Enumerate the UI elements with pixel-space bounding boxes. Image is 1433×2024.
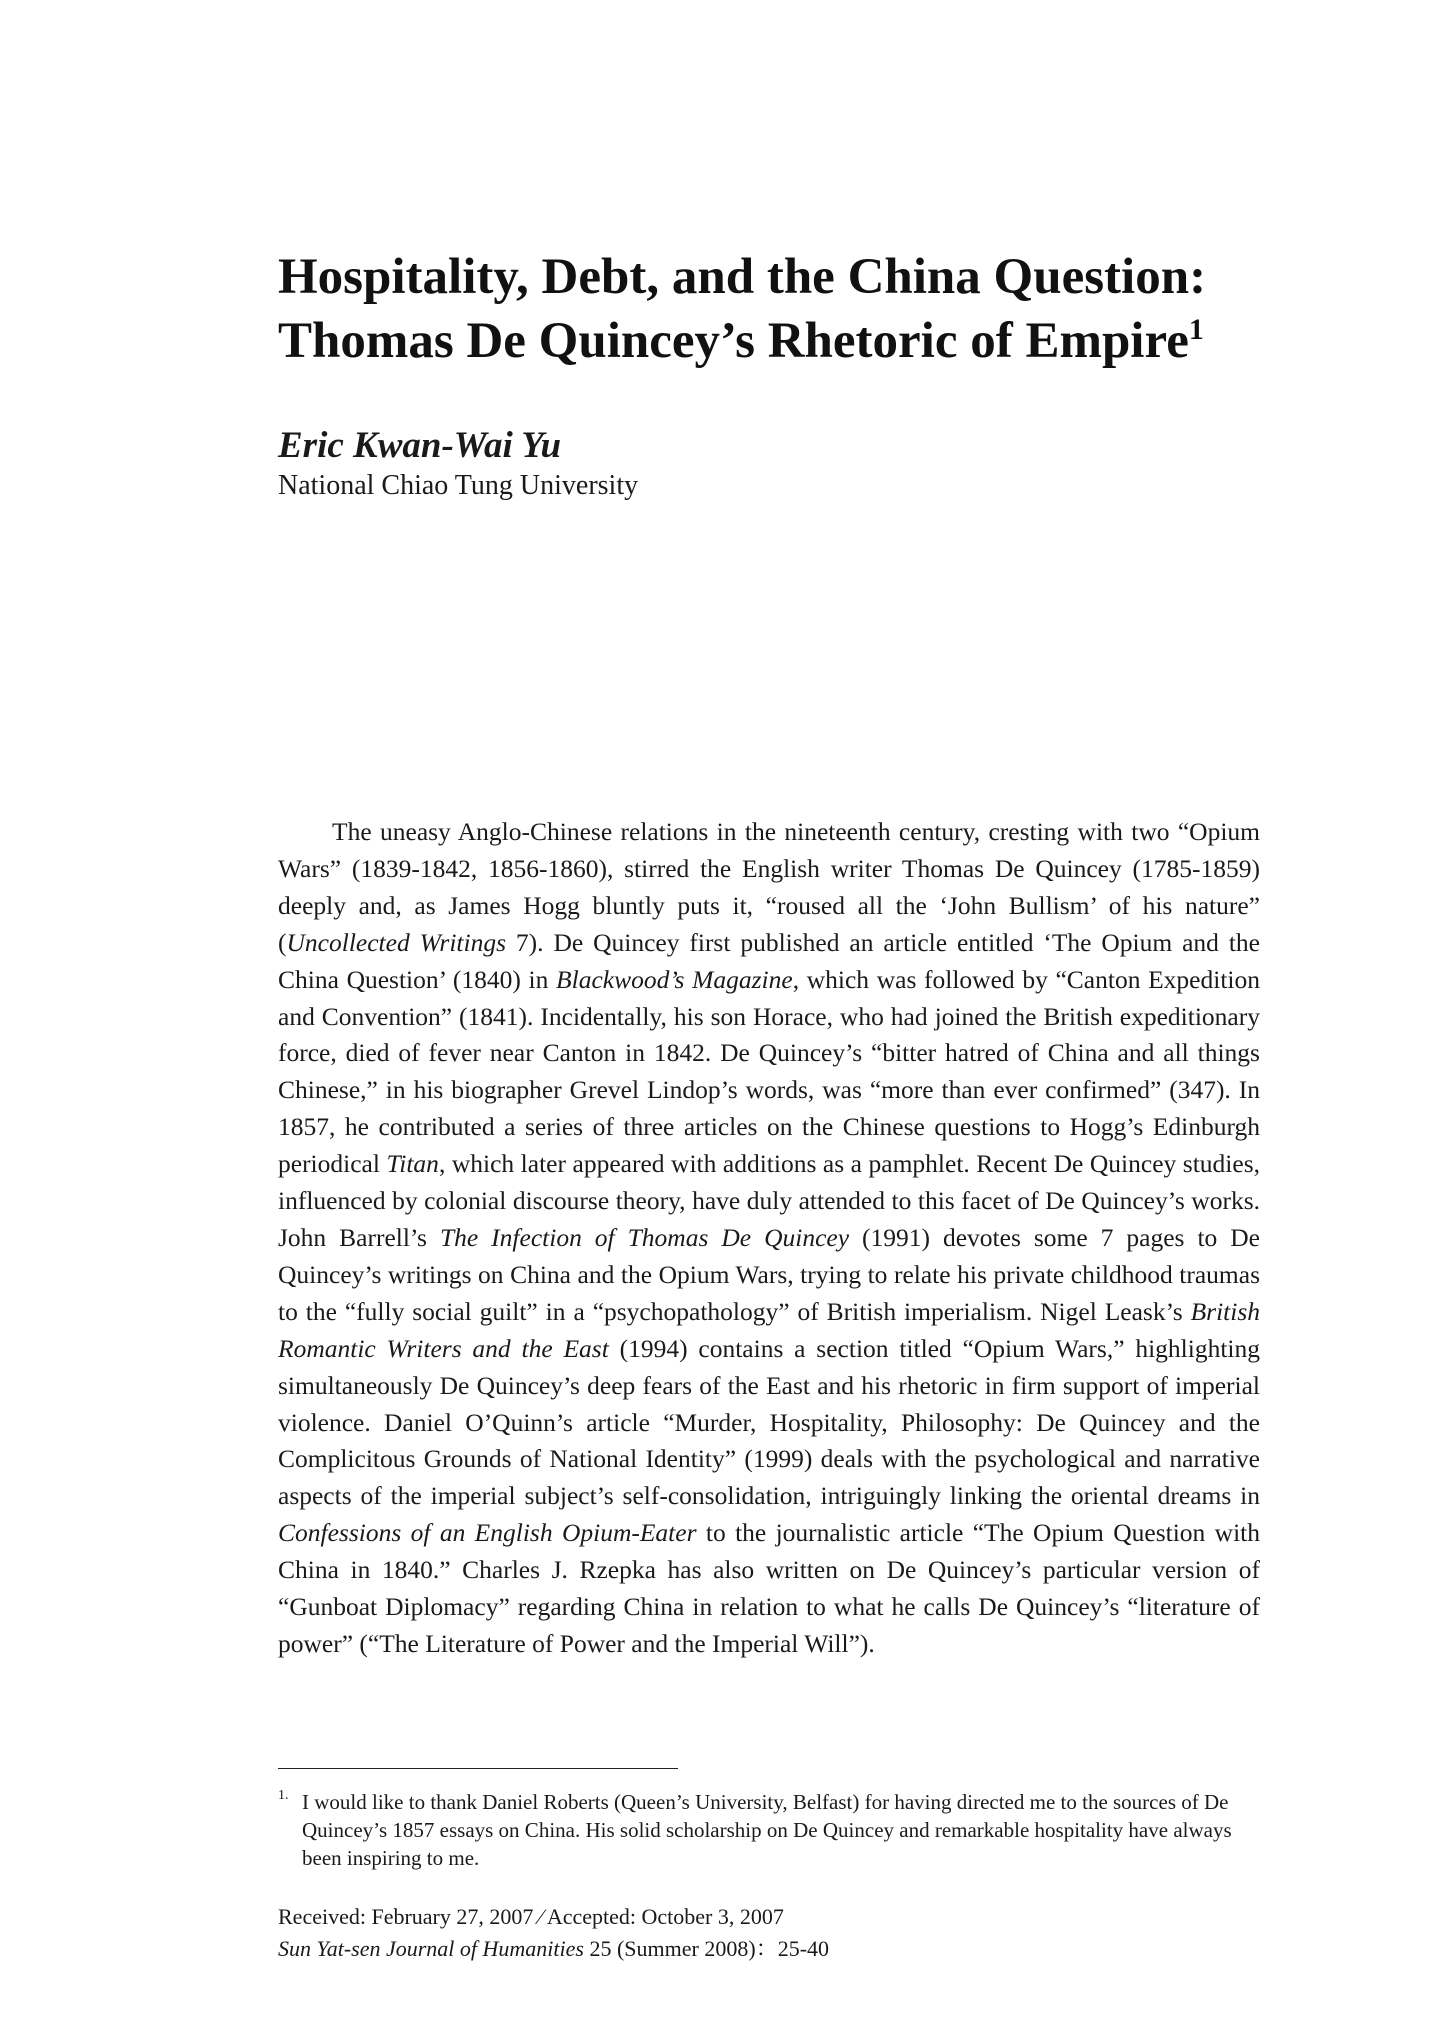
book-title-infection: The Infection of Thomas De Quincey	[439, 1222, 850, 1252]
title-line-1: Hospitality, Debt, and the China Question:	[278, 249, 1207, 305]
received-accepted-dates: Received: February 27, 2007 ∕ Accepted: October 3, 2007	[278, 1904, 784, 1929]
book-title-confessions: Confessions of an English Opium-Eater	[278, 1518, 697, 1548]
body-text-run: , which later appeared with additions as a pamphlet. Recent De Quincey studies, influenced by colonial discourse theory, have duly attended to this facet of De Quincey’s works. John Barrell’s	[278, 1149, 1260, 1252]
journal-title-blackwoods: Blackwood’s Magazine	[556, 964, 793, 994]
body-text-run: 7). De Quincey first published an article entitled ‘The Opium and the China Question’ (1840) in	[278, 927, 1260, 994]
body-text-run: The uneasy Anglo-Chinese relations in the nineteenth century, cresting with two “Opium Wars” (1839-1842, 1856-1860), stirred the English writer Thomas De Quincey (1785-1859) deeply and, as James Hogg bluntly puts it, “roused all the ‘John Bullism’ of his nature” (	[278, 817, 1260, 957]
title-line-2: Thomas De Quincey’s Rhetoric of Empire	[278, 313, 1189, 369]
title-footnote-ref[interactable]: 1	[1188, 313, 1204, 346]
author-affiliation: National Chiao Tung University	[278, 470, 639, 501]
journal-citation	[278, 1934, 829, 1964]
journal-title-titan: Titan	[386, 1149, 439, 1179]
body-text-run: (1994) contains a section titled “Opium Wars,” highlighting simultaneously De Quincey’s deep fears of the East and his rhetoric in firm support of imperial violence. Daniel O’Quinn’s article “Murder, Hospitality, Philosophy: De Quincey and the Complicitous Grounds of National Identity” (1999) deals with the psychological and narrative aspects of the imperial subject’s self-consolidation, intriguingly linking the oriental dreams in	[278, 1333, 1260, 1511]
body-text-run: , which was followed by “Canton Expedition and Convention” (1841). Incidentally, his son Horace, who had joined the British expeditionary force, died of fever near Canton in 1842. De Quincey’s “bitter hatred of China and all things Chinese,” in his biographer Grevel Lindop’s words, was “more than ever confirmed” (347). In 1857, he contributed a series of three articles on the Chinese questions to Hogg’s Edinburgh periodical	[278, 964, 1261, 1179]
book-title-uncollected-writings: Uncollected Writings	[286, 927, 507, 957]
paper-title	[278, 245, 1298, 373]
footnote-divider	[278, 1768, 678, 1769]
book-title-british-romantic-writers: British Romantic Writers and the East	[278, 1296, 1260, 1363]
footnote-text: I would like to thank Daniel Roberts (Queen’s University, Belfast) for having directed me to the sources of De Quincey’s 1857 essays on China. His solid scholarship on De Quincey and remarkable hospitality have always been inspiring to me.	[302, 1790, 1232, 1870]
journal-issue: 25 (Summer 2008)：25-40	[583, 1936, 830, 1961]
footnote-mark: 1.	[278, 1788, 289, 1803]
author-name: Eric Kwan-Wai Yu	[278, 425, 562, 466]
body-paragraph	[278, 814, 1260, 1663]
body-text-run: (1991) devotes some 7 pages to De Quincey’s writings on China and the Opium Wars, trying to relate his private childhood traumas to the “fully social guilt” in a “psychopathology” of British imperialism. Nigel Leask’s	[278, 1222, 1260, 1326]
journal-name: Sun Yat-sen Journal of Humanities	[278, 1936, 584, 1961]
footnote	[278, 1788, 1260, 1872]
body-text-run: to the journalistic article “The Opium Question with China in 1840.” Charles J. Rzepka has also written on De Quincey’s particular version of “Gunboat Diplomacy” regarding China in relation to what he calls De Quincey’s “literature of power” (“The Literature of Power and the Imperial Will”).	[278, 1518, 1260, 1658]
